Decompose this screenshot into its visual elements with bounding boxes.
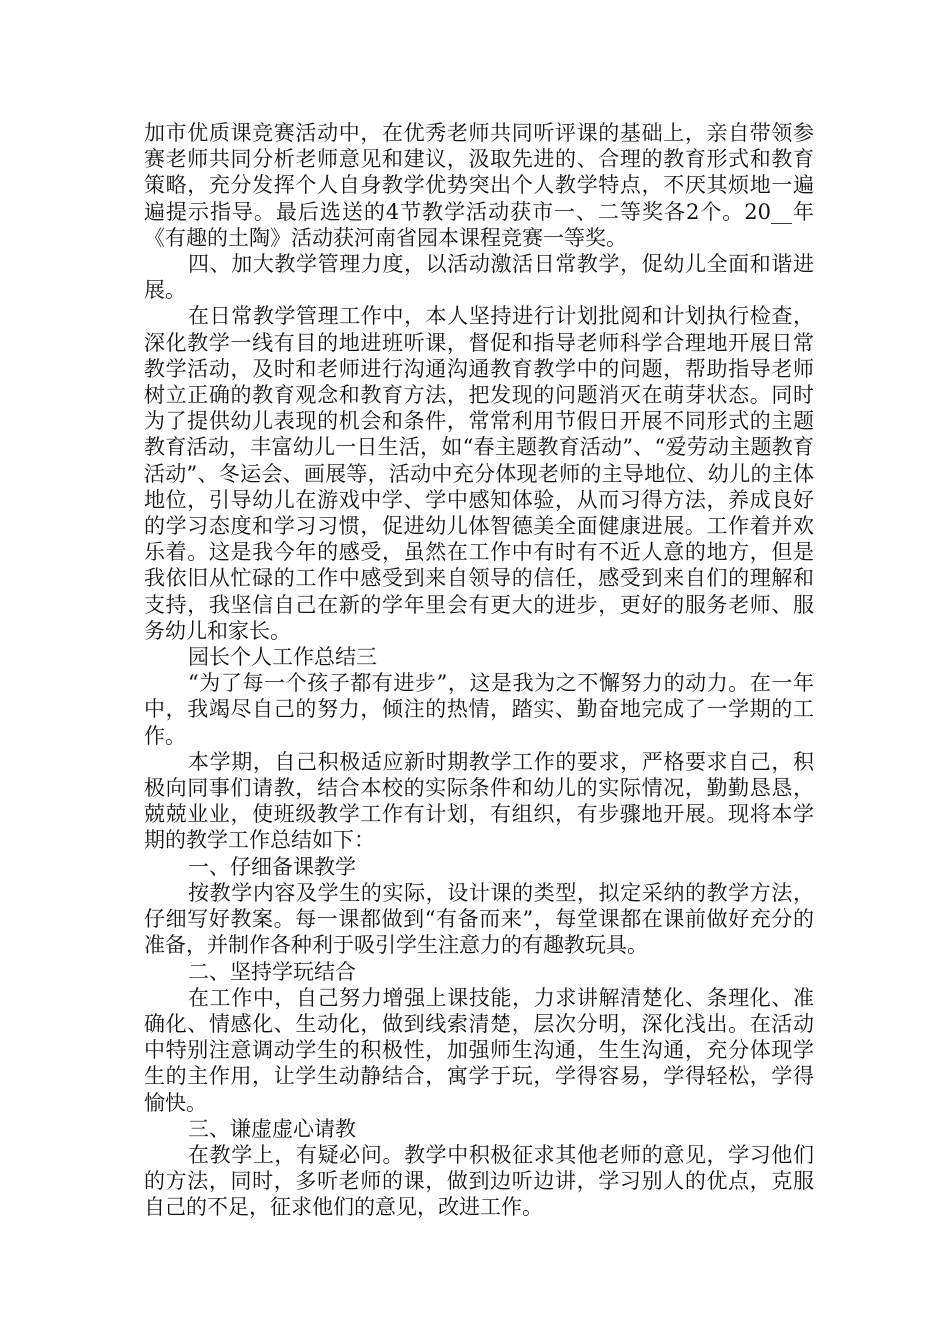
document-body xyxy=(144,120,814,1221)
document-subtitle: 园长个人工作总结三 xyxy=(188,645,377,670)
paragraph-motto: “为了每一个孩子都有进步”，这是我为之不懈努力的动力。在一年中，我竭尽自己的努力，倾注的热情，踏实、勤奋地完成了一学期的工作。 xyxy=(144,671,814,748)
section-heading-four: 四、加大教学管理力度，以活动激活日常教学，促幼儿全面和谐进展。 xyxy=(144,252,814,303)
paragraph-learning-play: 在工作中，自己努力增强上课技能，力求讲解清楚化、条理化、准确化、情感化、生动化，做到线索清楚，层次分明，深化浅出。在活动中特别注意调动学生的积极性，加强师生沟通，生生沟通，充分体现学生的主作用，让学生动静结合，寓学于玩，学得容易，学得轻松，学得愉快。 xyxy=(144,985,814,1115)
paragraph-ask-advice: 在教学上，有疑必问。教学中积极征求其他老师的意见，学习他们的方法，同时，多听老师的课，做到边听边讲，学习别人的优点，克服自己的不足，征求他们的意见，改进工作。 xyxy=(144,1142,814,1220)
section-heading-two: 二、坚持学玩结合 xyxy=(188,959,356,984)
paragraph-semester-intro: 本学期，自己积极适应新时期教学工作的要求，严格要求自己，积极向同事们请教，结合本校的实际条件和幼儿的实际情况，勤勤恳恳，兢兢业业，使班级教学工作有计划，有组织，有步骤地开展。现将本学期的教学工作总结如下： xyxy=(144,749,814,853)
paragraph-lesson-prep: 按教学内容及学生的实际，设计课的类型，拟定采纳的教学方法，仔细写好教案。每一课都做到“有备而来”，每堂课都在课前做好充分的准备，并制作各种利于吸引学生注意力的有趣教玩具。 xyxy=(144,880,814,958)
paragraph-continuation: 加市优质课竞赛活动中，在优秀老师共同听评课的基础上，亲自带领参赛老师共同分析老师意见和建议，汲取先进的、合理的教育形式和教育策略，充分发挥个人自身教学优势突出个人教学特点，不厌其烦地一遍遍提示指导。最后选送的4节教学活动获市一、二等奖各2个。20__年《有趣的土陶》活动获河南省园本课程竞赛一等奖。 xyxy=(144,121,814,250)
section-heading-three: 三、谦虚虚心请教 xyxy=(188,1116,356,1141)
section-heading-one: 一、仔细备课教学 xyxy=(188,854,356,879)
paragraph-daily-management: 在日常教学管理工作中，本人坚持进行计划批阅和计划执行检查，深化教学一线有目的地进班听课，督促和指导老师科学合理地开展日常教学活动，及时和老师进行沟通沟通教育教学中的问题，帮助指导老师树立正确的教育观念和教育方法，把发现的问题消灭在萌芽状态。同时为了提供幼儿表现的机会和条件，常常利用节假日开展不同形式的主题教育活动，丰富幼儿一日生活，如“春主题教育活动”、“爱劳动主题教育活动”、冬运会、画展等，活动中充分体现老师的主导地位、幼儿的主体地位，引导幼儿在游戏中学、学中感知体验，从而习得方法，养成良好的学习态度和学习习惯，促进幼儿体智德美全面健康进展。工作着并欢乐着。这是我今年的感受，虽然在工作中有时有不近人意的地方，但是我依旧从忙碌的工作中感受到来自领导的信任，感受到来自们的理解和支持，我坚信自己在新的学年里会有更大的进步，更好的服务老师、服务幼儿和家长。 xyxy=(144,304,814,643)
